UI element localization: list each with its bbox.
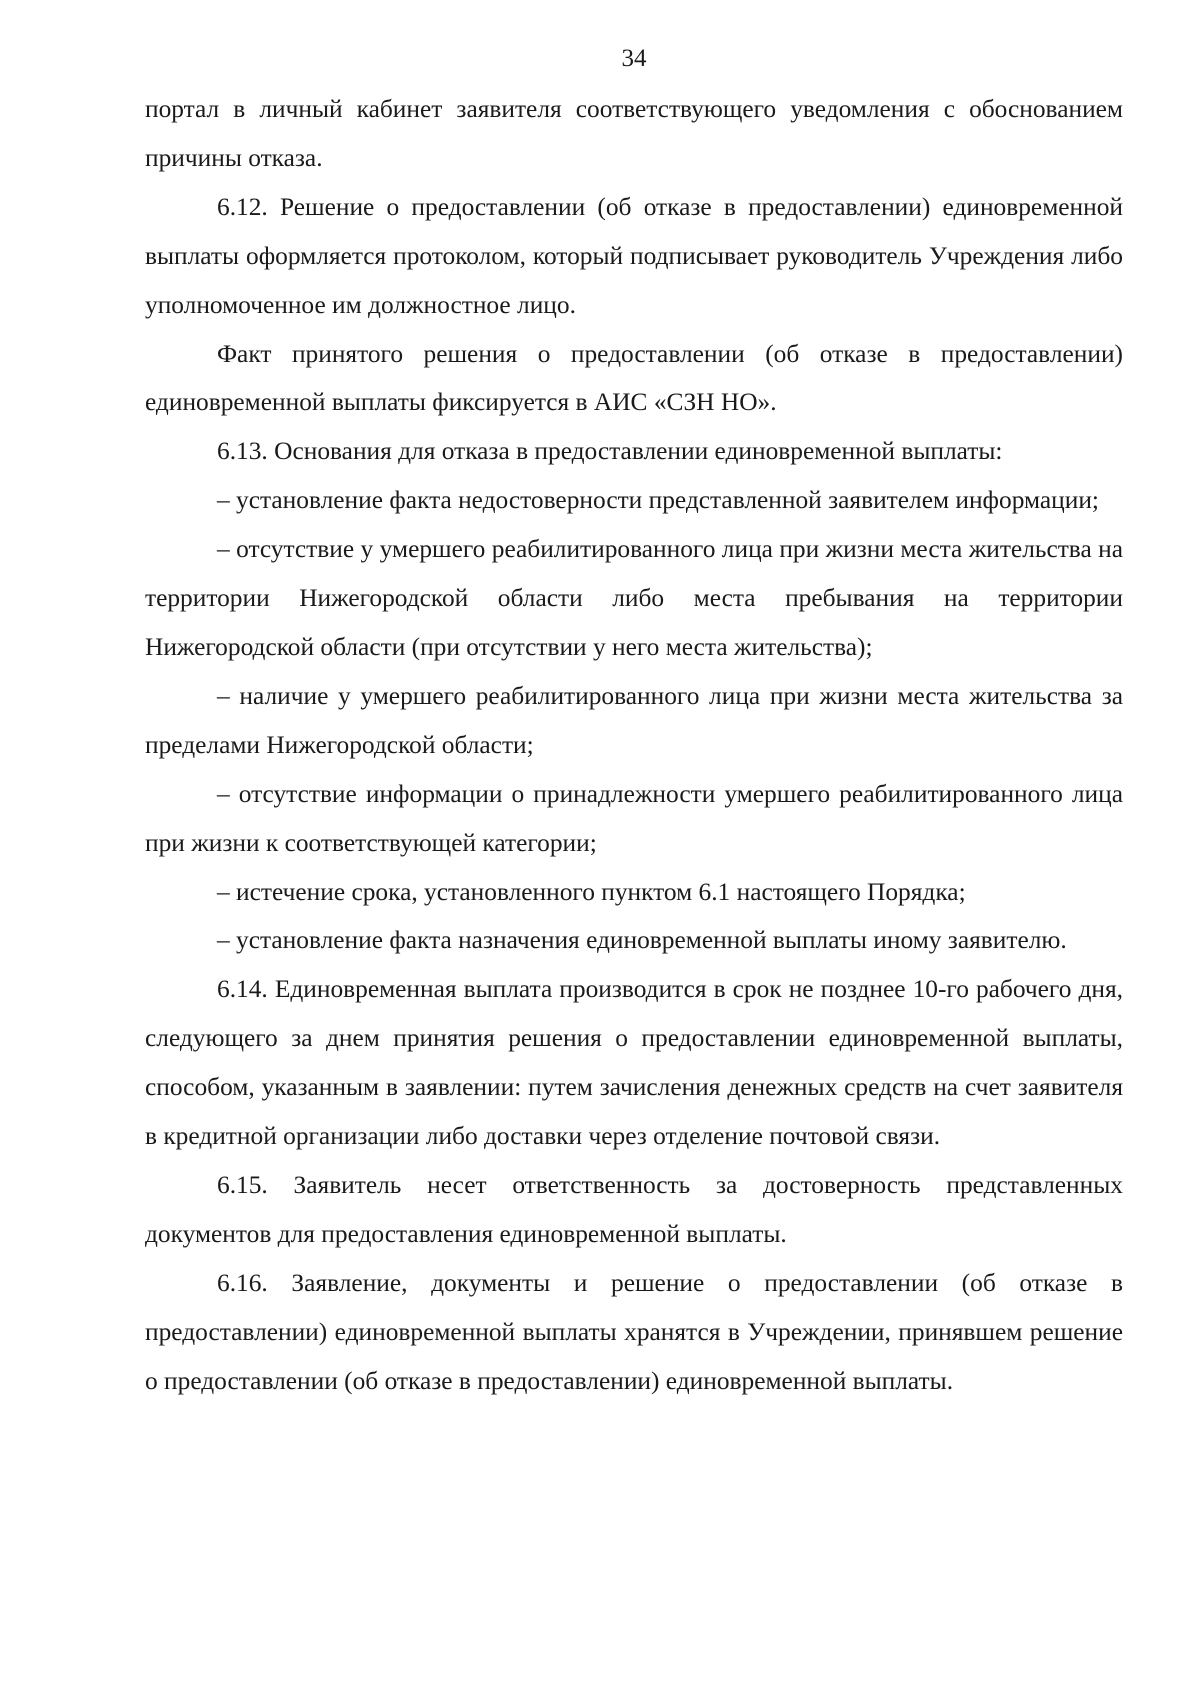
paragraph-continuation: портал в личный кабинет заявителя соответствующего уведомления с обоснованием причины отказа. (145, 95, 1123, 172)
list-item-refusal-reason: – отсутствие у умершего реабилитированного лица при жизни места жительства на территории Нижегородской области либо места пребывания на территории Нижегородской области (при отсутствии у него места жительства); (145, 535, 1123, 661)
page-number: 34 (621, 45, 647, 72)
paragraph-6-15: 6.15. Заявитель несет ответственность за достоверность представленных документов для предоставления единовременной выплаты. (145, 1170, 1123, 1248)
paragraph-decision-fact: Факт принятого решения о предоставлении (об отказе в предоставлении) единовременной выплаты фиксируется в АИС «СЗН НО». (145, 339, 1123, 417)
document-body (145, 85, 1123, 1405)
paragraph-6-12: 6.12. Решение о предоставлении (об отказе в предоставлении) единовременной выплаты оформляется протоколом, который подписывает руководитель Учреждения либо уполномоченное им должностное лицо. (145, 192, 1123, 319)
paragraph-6-13: 6.13. Основания для отказа в предоставлении единовременной выплаты: (217, 437, 1003, 466)
list-item-refusal-reason: – истечение срока, установленного пунктом 6.1 настоящего Порядка; (217, 877, 966, 906)
list-item-refusal-reason: – установление факта назначения единовременной выплаты иному заявителю. (217, 926, 1067, 955)
paragraph-6-14: 6.14. Единовременная выплата производится в срок не позднее 10-го рабочего дня, следующего за днем принятия решения о предоставлении единовременной выплаты, способом, указанным в заявлении: путем зачисления денежных средств на счет заявителя в кредитной организации либо доставки через отделение почтовой связи. (145, 975, 1123, 1151)
list-item-refusal-reason: – установление факта недостоверности представленной заявителем информации; (217, 486, 1099, 515)
list-item-refusal-reason: – наличие у умершего реабилитированного лица при жизни места жительства за пределами Нижегородской области; (145, 681, 1123, 759)
list-item-refusal-reason: – отсутствие информации о принадлежности умершего реабилитированного лица при жизни к соответствующей категории; (145, 779, 1123, 857)
paragraph-6-16: 6.16. Заявление, документы и решение о предоставлении (об отказе в предоставлении) единовременной выплаты хранятся в Учреждении, принявшем решение о предоставлении (об отказе в предоставлении) единовременной выплаты. (145, 1268, 1123, 1395)
